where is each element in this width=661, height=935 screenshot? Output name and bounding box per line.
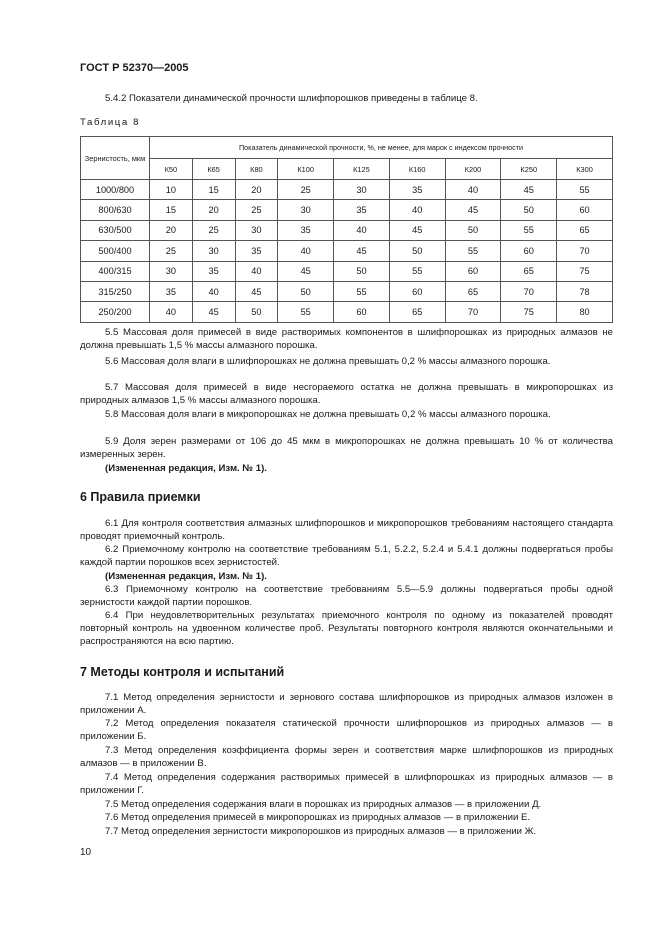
grain-size-cell: 400/315	[81, 261, 150, 281]
value-cell: 35	[192, 261, 235, 281]
paragraph-7-7: 7.7 Метод определения зернистости микропорошков из природных алмазов — в приложении Ж.	[105, 826, 537, 837]
value-cell: 10	[150, 180, 193, 200]
value-cell: 25	[235, 200, 278, 220]
value-cell: 35	[278, 220, 334, 240]
section-7-title: 7 Методы контроля и испытаний	[80, 665, 285, 679]
value-cell: 15	[192, 180, 235, 200]
column-header: К250	[501, 159, 557, 180]
paragraph-text: Показатели динамической прочности шлифпорошков приведены в таблице 8.	[129, 93, 478, 104]
value-cell: 70	[445, 302, 501, 322]
column-header: К160	[389, 159, 445, 180]
table-caption: Таблица 8	[80, 117, 141, 128]
value-cell: 25	[150, 241, 193, 261]
value-cell: 70	[501, 281, 557, 301]
paragraph-5-7: 5.7 Массовая доля примесей в виде несгораемого остатка не должна превышать в микропорошках из природных алмазов 1,5 % массы алмазного порошка.	[80, 382, 613, 406]
value-cell: 40	[192, 281, 235, 301]
value-cell: 75	[557, 261, 613, 281]
table-row	[81, 302, 613, 322]
value-cell: 45	[334, 241, 390, 261]
value-cell: 35	[334, 200, 390, 220]
value-cell: 55	[389, 261, 445, 281]
value-cell: 55	[445, 241, 501, 261]
value-cell: 60	[557, 200, 613, 220]
paragraph-5-5: 5.5 Массовая доля примесей в виде растворимых компонентов в шлифпорошках из природных алмазов не должна превышать 1,5 % массы алмазного порошка.	[80, 327, 613, 351]
value-cell: 45	[278, 261, 334, 281]
page-number: 10	[80, 847, 92, 858]
table-row	[81, 180, 613, 200]
value-cell: 25	[192, 220, 235, 240]
value-cell: 45	[501, 180, 557, 200]
value-cell: 55	[334, 281, 390, 301]
value-cell: 30	[150, 261, 193, 281]
document-header: ГОСТ Р 52370—2005	[80, 62, 189, 74]
table-row	[81, 220, 613, 240]
column-header: К300	[557, 159, 613, 180]
grain-size-cell: 315/250	[81, 281, 150, 301]
paragraph-7-5: 7.5 Метод определения содержания влаги в порошках из природных алмазов — в приложении Д.	[105, 799, 542, 810]
paragraph-5-6: 5.6 Массовая доля влаги в шлифпорошках не должна превышать 0,2 % массы алмазного порошка.	[105, 356, 551, 367]
value-cell: 30	[278, 200, 334, 220]
value-cell: 40	[235, 261, 278, 281]
paragraph-5-4-2	[80, 92, 613, 105]
paragraph-7-6: 7.6 Метод определения примесей в микропорошках из природных алмазов — в приложении Е.	[105, 812, 531, 823]
table-row	[81, 281, 613, 301]
value-cell: 45	[389, 220, 445, 240]
table-row	[81, 261, 613, 281]
table-body	[81, 180, 613, 323]
value-cell: 30	[192, 241, 235, 261]
value-cell: 60	[445, 261, 501, 281]
column-header: К80	[235, 159, 278, 180]
grain-size-cell: 1000/800	[81, 180, 150, 200]
value-cell: 45	[192, 302, 235, 322]
value-cell: 40	[278, 241, 334, 261]
table-column-headers	[81, 159, 613, 180]
table-row	[81, 200, 613, 220]
value-cell: 35	[150, 281, 193, 301]
value-cell: 35	[235, 241, 278, 261]
paragraph-6-4: 6.4 При неудовлетворительных результатах приемочного контроля по одному из показателей проводят повторный контроль на удвоенном количестве проб. Результаты повторного контроля являются окончательными и распространяются на всю партию.	[80, 610, 613, 647]
value-cell: 40	[334, 220, 390, 240]
value-cell: 20	[235, 180, 278, 200]
paragraph-5-8: 5.8 Массовая доля влаги в микропорошках не должна превышать 0,2 % массы алмазного порошка.	[105, 409, 551, 420]
value-cell: 35	[389, 180, 445, 200]
column-header: К200	[445, 159, 501, 180]
amendment-note-6: (Измененная редакция, Изм. № 1).	[105, 571, 267, 582]
paragraph-6-3: 6.3 Приемочному контролю на соответствие требованиям 5.5—5.9 должны подвергаться пробы одной зернистости каждой партии порошков.	[80, 584, 613, 608]
value-cell: 50	[501, 200, 557, 220]
value-cell: 20	[150, 220, 193, 240]
value-cell: 50	[445, 220, 501, 240]
paragraph-7-3: 7.3 Метод определения коэффициента формы зерен и соответствия марке шлифпорошков из природных алмазов — в приложении В.	[80, 745, 613, 769]
value-cell: 50	[235, 302, 278, 322]
value-cell: 15	[150, 200, 193, 220]
paragraph-6-1: 6.1 Для контроля соответствия алмазных шлифпорошков и микропорошков требованиям настоящего стандарта проводят приемочный контроль.	[80, 518, 613, 542]
amendment-note-5: (Измененная редакция, Изм. № 1).	[105, 463, 267, 474]
value-cell: 78	[557, 281, 613, 301]
value-cell: 55	[557, 180, 613, 200]
column-header: К50	[150, 159, 193, 180]
strength-table	[80, 136, 613, 323]
value-cell: 60	[334, 302, 390, 322]
value-cell: 55	[278, 302, 334, 322]
grain-size-cell: 630/500	[81, 220, 150, 240]
column-header: К100	[278, 159, 334, 180]
value-cell: 60	[501, 241, 557, 261]
column-header: К65	[192, 159, 235, 180]
table-corner-header: Зернистость, мкм	[81, 137, 150, 180]
value-cell: 75	[501, 302, 557, 322]
value-cell: 45	[235, 281, 278, 301]
value-cell: 50	[278, 281, 334, 301]
value-cell: 65	[557, 220, 613, 240]
value-cell: 80	[557, 302, 613, 322]
value-cell: 30	[235, 220, 278, 240]
value-cell: 65	[445, 281, 501, 301]
paragraph-number: 5.4.2	[105, 93, 127, 104]
value-cell: 40	[389, 200, 445, 220]
value-cell: 55	[501, 220, 557, 240]
value-cell: 40	[445, 180, 501, 200]
value-cell: 65	[501, 261, 557, 281]
paragraph-6-2: 6.2 Приемочному контролю на соответствие требованиям 5.1, 5.2.2, 5.2.4 и 5.4.1 должны подвергаться пробы каждой партии порошков всех зернистостей.	[80, 544, 613, 568]
grain-size-cell: 250/200	[81, 302, 150, 322]
value-cell: 65	[389, 302, 445, 322]
value-cell: 40	[150, 302, 193, 322]
column-header: К125	[334, 159, 390, 180]
value-cell: 20	[192, 200, 235, 220]
paragraph-7-1: 7.1 Метод определения зернистости и зернового состава шлифпорошков из природных алмазов изложен в приложении А.	[80, 692, 613, 716]
paragraph-7-4: 7.4 Метод определения содержания растворимых примесей в шлифпорошках из природных алмазов — в приложении Г.	[80, 772, 613, 796]
value-cell: 30	[334, 180, 390, 200]
table-row	[81, 241, 613, 261]
value-cell: 45	[445, 200, 501, 220]
paragraph-5-9: 5.9 Доля зерен размерами от 106 до 45 мкм в микропорошках не должна превышать 10 % от количества измеренных зерен.	[80, 436, 613, 460]
grain-size-cell: 800/630	[81, 200, 150, 220]
value-cell: 50	[389, 241, 445, 261]
value-cell: 60	[389, 281, 445, 301]
section-6-title: 6 Правила приемки	[80, 490, 201, 504]
paragraph-7-2: 7.2 Метод определения показателя статической прочности шлифпорошков из природных алмазов — в приложении Б.	[80, 718, 613, 742]
value-cell: 50	[334, 261, 390, 281]
value-cell: 25	[278, 180, 334, 200]
value-cell: 70	[557, 241, 613, 261]
grain-size-cell: 500/400	[81, 241, 150, 261]
table-group-header: Показатель динамической прочности, %, не менее, для марок с индексом прочности	[150, 137, 613, 159]
